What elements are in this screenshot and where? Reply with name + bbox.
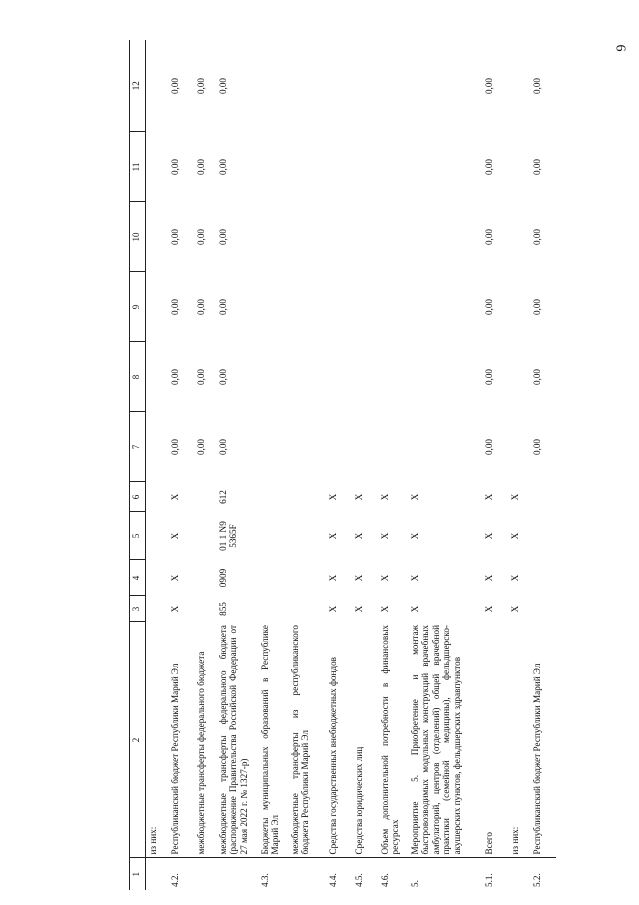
cell-col-4 <box>530 560 556 596</box>
cell-col-11 <box>378 132 408 202</box>
col-header-3: 3 <box>130 596 146 622</box>
col-header-8: 8 <box>130 342 146 412</box>
cell-col-3 <box>146 596 168 622</box>
cell-col-10: 0,00 <box>483 228 494 246</box>
col-header-11: 11 <box>130 132 146 202</box>
cell-col-2: Объем дополнительной потребности в финансовых ресурсах <box>378 622 408 858</box>
table-row <box>288 40 326 890</box>
col-header-10: 10 <box>130 202 146 272</box>
cell-col-7: 0,00 <box>217 438 228 456</box>
cell-col-4 <box>258 560 288 596</box>
cell-col-10 <box>352 202 378 272</box>
cell-col-6: X <box>353 493 364 501</box>
table-row <box>408 40 482 890</box>
cell-col-3 <box>288 596 326 622</box>
cell-col-10 <box>508 202 530 272</box>
cell-col-3: 855 <box>217 602 228 616</box>
cell-col-3: X <box>409 605 420 613</box>
cell-col-3: X <box>169 605 180 613</box>
col-header-2: 2 <box>130 622 146 858</box>
cell-col-10: 0,00 <box>531 228 542 246</box>
cell-col-2: Всего <box>482 622 508 858</box>
cell-col-11: 0,00 <box>169 158 180 176</box>
cell-col-4: X <box>353 574 364 582</box>
cell-col-2: межбюджетные трансферты федерального бюджета (распоряжение Правительства Российской Федерации от 27 мая 2022 г. № 1327-р) <box>216 622 258 858</box>
cell-col-6: X <box>409 493 420 501</box>
cell-col-10: 0,00 <box>169 228 180 246</box>
cell-col-1: 4.6. <box>379 873 390 887</box>
cell-col-12: 0,00 <box>531 77 542 95</box>
cell-col-1 <box>194 858 216 890</box>
cell-col-11: 0,00 <box>531 158 542 176</box>
cell-col-12: 0,00 <box>195 77 206 95</box>
cell-col-3: X <box>379 605 390 613</box>
cell-col-8 <box>258 342 288 412</box>
cell-col-5: X <box>509 532 520 540</box>
cell-col-7 <box>508 412 530 482</box>
cell-col-5: X <box>483 532 494 540</box>
cell-col-1: 4.4. <box>327 873 338 887</box>
cell-col-1: 4.2. <box>169 873 180 887</box>
cell-col-3: X <box>483 605 494 613</box>
table-row <box>194 40 216 890</box>
cell-col-8 <box>288 342 326 412</box>
cell-col-10 <box>146 202 168 272</box>
header-row <box>130 40 146 890</box>
table-row <box>378 40 408 890</box>
cell-col-7 <box>408 412 482 482</box>
cell-col-11 <box>508 132 530 202</box>
cell-col-2: Средства юридических лиц <box>352 622 378 858</box>
col-header-12: 12 <box>130 40 146 132</box>
cell-col-8: 0,00 <box>217 368 228 386</box>
cell-col-3: X <box>509 605 520 613</box>
cell-col-6 <box>530 482 556 512</box>
cell-col-6 <box>288 482 326 512</box>
cell-col-7 <box>258 412 288 482</box>
cell-col-9 <box>378 272 408 342</box>
cell-col-7: 0,00 <box>195 438 206 456</box>
cell-col-12: 0,00 <box>169 77 180 95</box>
cell-col-2: Средства государственных внебюджетных фондов <box>326 622 352 858</box>
cell-col-7: 0,00 <box>169 438 180 456</box>
cell-col-9: 0,00 <box>169 298 180 316</box>
cell-col-4 <box>194 560 216 596</box>
cell-col-6 <box>258 482 288 512</box>
cell-col-6: 612 <box>217 490 228 504</box>
cell-col-11 <box>352 132 378 202</box>
col-header-9: 9 <box>130 272 146 342</box>
cell-col-6: X <box>169 493 180 501</box>
cell-col-8: 0,00 <box>169 368 180 386</box>
cell-col-9: 0,00 <box>531 298 542 316</box>
cell-col-1: 5.2. <box>531 873 542 887</box>
col-header-4: 4 <box>130 560 146 596</box>
cell-col-9: 0,00 <box>195 298 206 316</box>
col-header-1: 1 <box>130 858 146 890</box>
cell-col-1 <box>146 858 168 890</box>
cell-col-12 <box>258 40 288 132</box>
cell-col-12: 0,00 <box>217 77 228 95</box>
cell-col-6: X <box>483 493 494 501</box>
cell-col-1: 5. <box>409 880 420 887</box>
cell-col-12 <box>408 40 482 132</box>
cell-col-8: 0,00 <box>195 368 206 386</box>
cell-col-12 <box>508 40 530 132</box>
cell-col-5 <box>194 512 216 560</box>
cell-col-4: X <box>409 574 420 582</box>
table-row <box>258 40 288 890</box>
cell-col-2: Бюджеты муниципальных образований в Республике Марий Эл <box>258 622 288 858</box>
page-number: 6 <box>612 44 628 52</box>
col-header-6: 6 <box>130 482 146 512</box>
cell-col-5: X <box>379 532 390 540</box>
cell-col-12 <box>378 40 408 132</box>
cell-col-1: 4.3. <box>259 873 270 887</box>
table-row <box>482 40 508 890</box>
cell-col-5: X <box>327 532 338 540</box>
cell-col-9 <box>508 272 530 342</box>
cell-col-2: из них: <box>508 622 530 858</box>
cell-col-10 <box>408 202 482 272</box>
cell-col-9: 0,00 <box>217 298 228 316</box>
cell-col-12 <box>326 40 352 132</box>
cell-col-3: X <box>353 605 364 613</box>
cell-col-12 <box>288 40 326 132</box>
cell-col-9 <box>146 272 168 342</box>
cell-col-4 <box>146 560 168 596</box>
col-header-7: 7 <box>130 412 146 482</box>
cell-col-3 <box>530 596 556 622</box>
cell-col-5: X <box>409 532 420 540</box>
cell-col-5 <box>258 512 288 560</box>
cell-col-4: 0909 <box>217 568 228 588</box>
cell-col-7: 0,00 <box>531 438 542 456</box>
cell-col-2: межбюджетные трансферты из республиканского бюджета Республики Марий Эл <box>288 622 326 858</box>
table-row <box>326 40 352 890</box>
cell-col-2: из них: <box>146 622 168 858</box>
cell-col-8 <box>508 342 530 412</box>
cell-col-8: 0,00 <box>531 368 542 386</box>
cell-col-2: Республиканский бюджет Республики Марий Эл <box>168 622 194 858</box>
cell-col-6 <box>194 482 216 512</box>
cell-col-5: 01 1 N9 5365F <box>217 521 239 551</box>
cell-col-1 <box>216 858 258 890</box>
cell-col-4 <box>288 560 326 596</box>
cell-col-4: X <box>483 574 494 582</box>
cell-col-4: X <box>169 574 180 582</box>
cell-col-3 <box>258 596 288 622</box>
table-row <box>508 40 530 890</box>
cell-col-7 <box>288 412 326 482</box>
cell-col-5: X <box>353 532 364 540</box>
cell-col-9 <box>326 272 352 342</box>
cell-col-8: 0,00 <box>483 368 494 386</box>
cell-col-11: 0,00 <box>217 158 228 176</box>
cell-col-3: X <box>327 605 338 613</box>
cell-col-6: X <box>509 493 520 501</box>
cell-col-10 <box>326 202 352 272</box>
cell-col-2: Мероприятие 5. Приобретение и монтаж быстровозводимых модульных конструкций врачебных амбулаторий, центров (отделений) общей врачебной практики (семейной медицины), фельдшерско-акушерских пунктов, фельдшерских здравпунктов <box>408 622 482 858</box>
cell-col-8 <box>146 342 168 412</box>
cell-col-9: 0,00 <box>483 298 494 316</box>
cell-col-2: межбюджетные трансферты федерального бюджета <box>194 622 216 858</box>
cell-col-7 <box>378 412 408 482</box>
table-row <box>216 40 258 890</box>
cell-col-1: 4.5. <box>353 873 364 887</box>
cell-col-1 <box>288 858 326 890</box>
cell-col-11 <box>326 132 352 202</box>
cell-col-5: X <box>169 532 180 540</box>
cell-col-10 <box>378 202 408 272</box>
cell-col-6: X <box>379 493 390 501</box>
cell-col-11 <box>258 132 288 202</box>
cell-col-6 <box>146 482 168 512</box>
cell-col-4: X <box>379 574 390 582</box>
cell-col-5 <box>530 512 556 560</box>
cell-col-11 <box>288 132 326 202</box>
budget-table <box>129 40 556 890</box>
table-row <box>146 40 168 890</box>
cell-col-9 <box>408 272 482 342</box>
cell-col-10: 0,00 <box>217 228 228 246</box>
cell-col-3 <box>194 596 216 622</box>
cell-col-9 <box>352 272 378 342</box>
cell-col-4: X <box>509 574 520 582</box>
table-row <box>352 40 378 890</box>
cell-col-8 <box>378 342 408 412</box>
table-row <box>168 40 194 890</box>
cell-col-7 <box>326 412 352 482</box>
cell-col-8 <box>408 342 482 412</box>
cell-col-5 <box>288 512 326 560</box>
cell-col-11 <box>408 132 482 202</box>
cell-col-5 <box>146 512 168 560</box>
cell-col-7 <box>146 412 168 482</box>
cell-col-7 <box>352 412 378 482</box>
cell-col-11 <box>146 132 168 202</box>
cell-col-8 <box>326 342 352 412</box>
cell-col-4: X <box>327 574 338 582</box>
cell-col-10 <box>288 202 326 272</box>
cell-col-12 <box>146 40 168 132</box>
col-header-5: 5 <box>130 512 146 560</box>
cell-col-6: X <box>327 493 338 501</box>
cell-col-1 <box>508 858 530 890</box>
cell-col-7: 0,00 <box>483 438 494 456</box>
table-row <box>530 40 556 890</box>
cell-col-11: 0,00 <box>483 158 494 176</box>
cell-col-10 <box>258 202 288 272</box>
cell-col-9 <box>288 272 326 342</box>
table-body <box>130 40 556 890</box>
rotated-table-wrapper <box>129 40 542 890</box>
cell-col-12 <box>352 40 378 132</box>
cell-col-12: 0,00 <box>483 77 494 95</box>
cell-col-1: 5.1. <box>483 873 494 887</box>
cell-col-8 <box>352 342 378 412</box>
cell-col-2: Республиканский бюджет Республики Марий Эл <box>530 622 556 858</box>
cell-col-10: 0,00 <box>195 228 206 246</box>
cell-col-11: 0,00 <box>195 158 206 176</box>
cell-col-9 <box>258 272 288 342</box>
